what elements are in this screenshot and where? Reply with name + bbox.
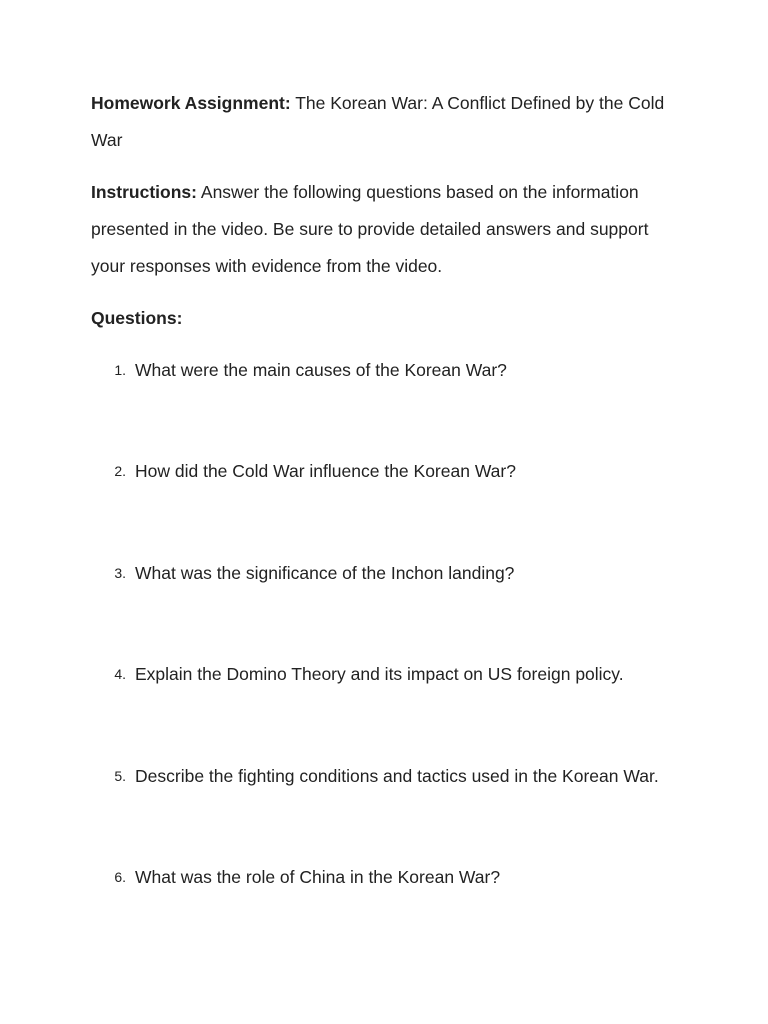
question-item <box>91 656 681 757</box>
question-text: What were the main causes of the Korean War? <box>135 360 507 380</box>
question-item <box>91 758 681 859</box>
question-number: 4. <box>114 666 126 683</box>
question-text: Explain the Domino Theory and its impact on US foreign policy. <box>135 664 624 685</box>
question-number: 3. <box>114 564 126 581</box>
questions-list <box>91 352 681 960</box>
questions-heading: Questions: <box>91 308 183 328</box>
question-number: 1. <box>114 362 126 378</box>
question-item <box>91 859 681 960</box>
question-item <box>91 453 681 554</box>
question-text: What was the role of China in the Korean War? <box>135 866 501 887</box>
instructions-paragraph <box>91 174 681 285</box>
question-number: 2. <box>114 463 126 480</box>
question-number: 5. <box>114 767 126 784</box>
question-item <box>91 555 681 656</box>
question-text: Describe the fighting conditions and tactics used in the Korean War. <box>135 765 659 786</box>
question-text: What was the significance of the Inchon landing? <box>135 562 515 583</box>
document-page <box>91 85 681 960</box>
question-text: How did the Cold War influence the Korean War? <box>135 461 516 482</box>
question-item <box>91 352 681 453</box>
assignment-heading <box>91 85 681 159</box>
question-number: 6. <box>114 868 126 885</box>
instructions-label: Instructions: <box>91 182 197 202</box>
assignment-title: The Korean War: A Conflict Defined by the Cold War <box>91 93 665 150</box>
instructions-text: Answer the following questions based on the information presented in the video. Be sure to provide detailed answers and support your responses with evidence from the video. <box>91 182 649 276</box>
assignment-label: Homework Assignment: <box>91 93 291 113</box>
